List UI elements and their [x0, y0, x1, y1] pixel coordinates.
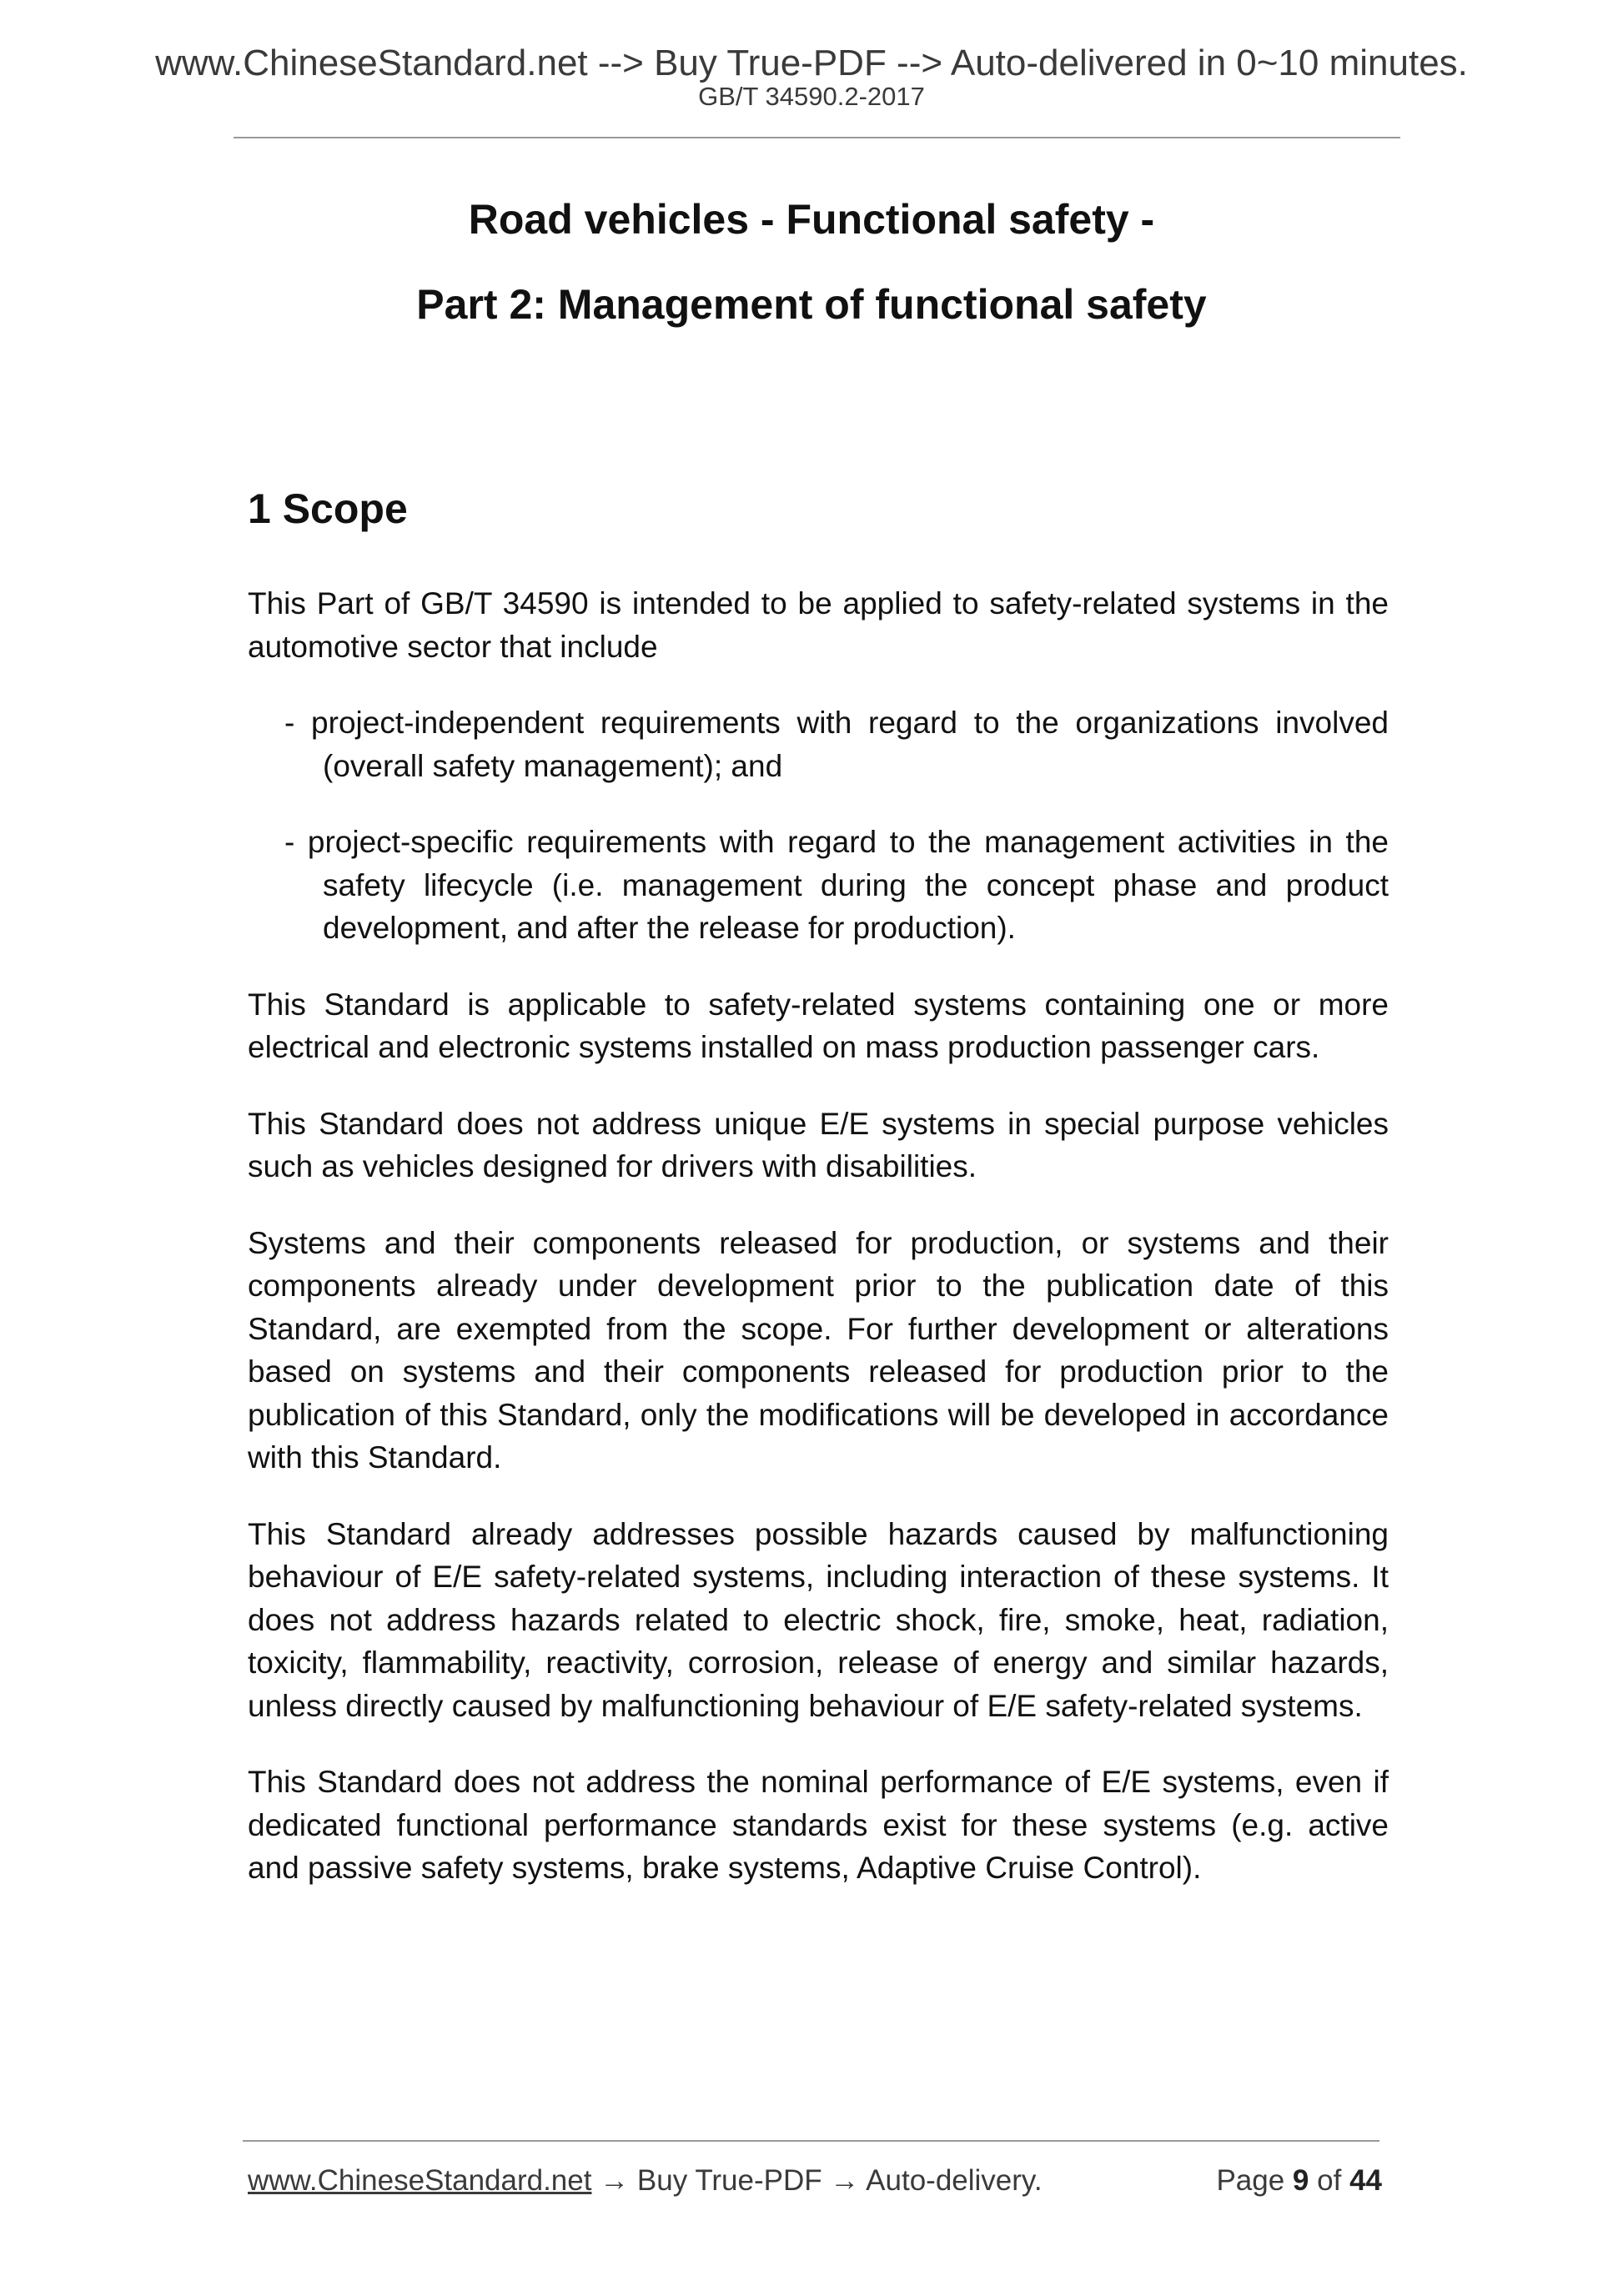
page-label: Page — [1216, 2164, 1285, 2197]
header-banner: www.ChineseStandard.net --> Buy True-PDF --> Auto-delivered in 0~10 minutes. — [155, 43, 1468, 83]
standard-code: GB/T 34590.2-2017 — [698, 82, 925, 111]
page-indicator — [1216, 2163, 1382, 2198]
total-pages: 44 — [1349, 2164, 1382, 2197]
page-footer — [248, 2163, 1382, 2198]
document-title-line-1: Road vehicles - Functional safety - — [468, 196, 1155, 243]
bullet-project-specific: - project-specific requirements with regard to the management activities in the safety lifecycle (i.e. management during the concept phase and product development, and after the release for production). — [284, 825, 1389, 945]
footer-website-link[interactable]: www.ChineseStandard.net — [248, 2164, 592, 2197]
paragraph-nominal-performance: This Standard does not address the nominal performance of E/E systems, even if dedicated functional performance standards exist for these systems (e.g. active and passive safety systems, brake systems, Adaptive Cruise Control). — [248, 1765, 1389, 1885]
bullet-project-independent: - project-independent requirements with regard to the organizations involved (overall safety management); and — [284, 706, 1389, 783]
of-label: of — [1317, 2164, 1342, 2197]
paragraph-hazards: This Standard already addresses possible hazards caused by malfunctioning behaviour of E/E safety-related systems, including interaction of these systems. It does not address hazards related to electric shock, fire, smoke, heat, radiation, toxicity, flammability, reactivity, corrosion, release of energy and similar hazards, unless directly caused by malfunctioning behaviour of E/E safety-related systems. — [248, 1516, 1389, 1723]
footer-delivery-text: → Buy True-PDF → Auto-delivery. — [591, 2164, 1043, 2197]
footer-divider — [243, 2140, 1379, 2142]
section-heading: 1 Scope — [248, 485, 408, 532]
paragraph-applicability: This Standard is applicable to safety-related systems containing one or more electrical and electronic systems installed on mass production passenger cars. — [248, 987, 1389, 1064]
page-number: 9 — [1292, 2164, 1309, 2197]
document-title-line-2: Part 2: Management of functional safety — [416, 281, 1207, 328]
section-body — [248, 582, 1389, 1923]
header-divider — [234, 137, 1400, 138]
paragraph-special-vehicles: This Standard does not address unique E/E systems in special purpose vehicles such as vehicles designed for drivers with disabilities. — [248, 1106, 1389, 1183]
paragraph-exemptions: Systems and their components released for production, or systems and their components already under development prior to the publication date of this Standard, are exempted from the scope. For further development or alterations based on systems and their components released for production prior to the publication of this Standard, only the modifications will be developed in accordance with this Standard. — [248, 1225, 1389, 1475]
paragraph-intro: This Part of GB/T 34590 is intended to be applied to safety-related systems in the automotive sector that include — [248, 586, 1389, 664]
